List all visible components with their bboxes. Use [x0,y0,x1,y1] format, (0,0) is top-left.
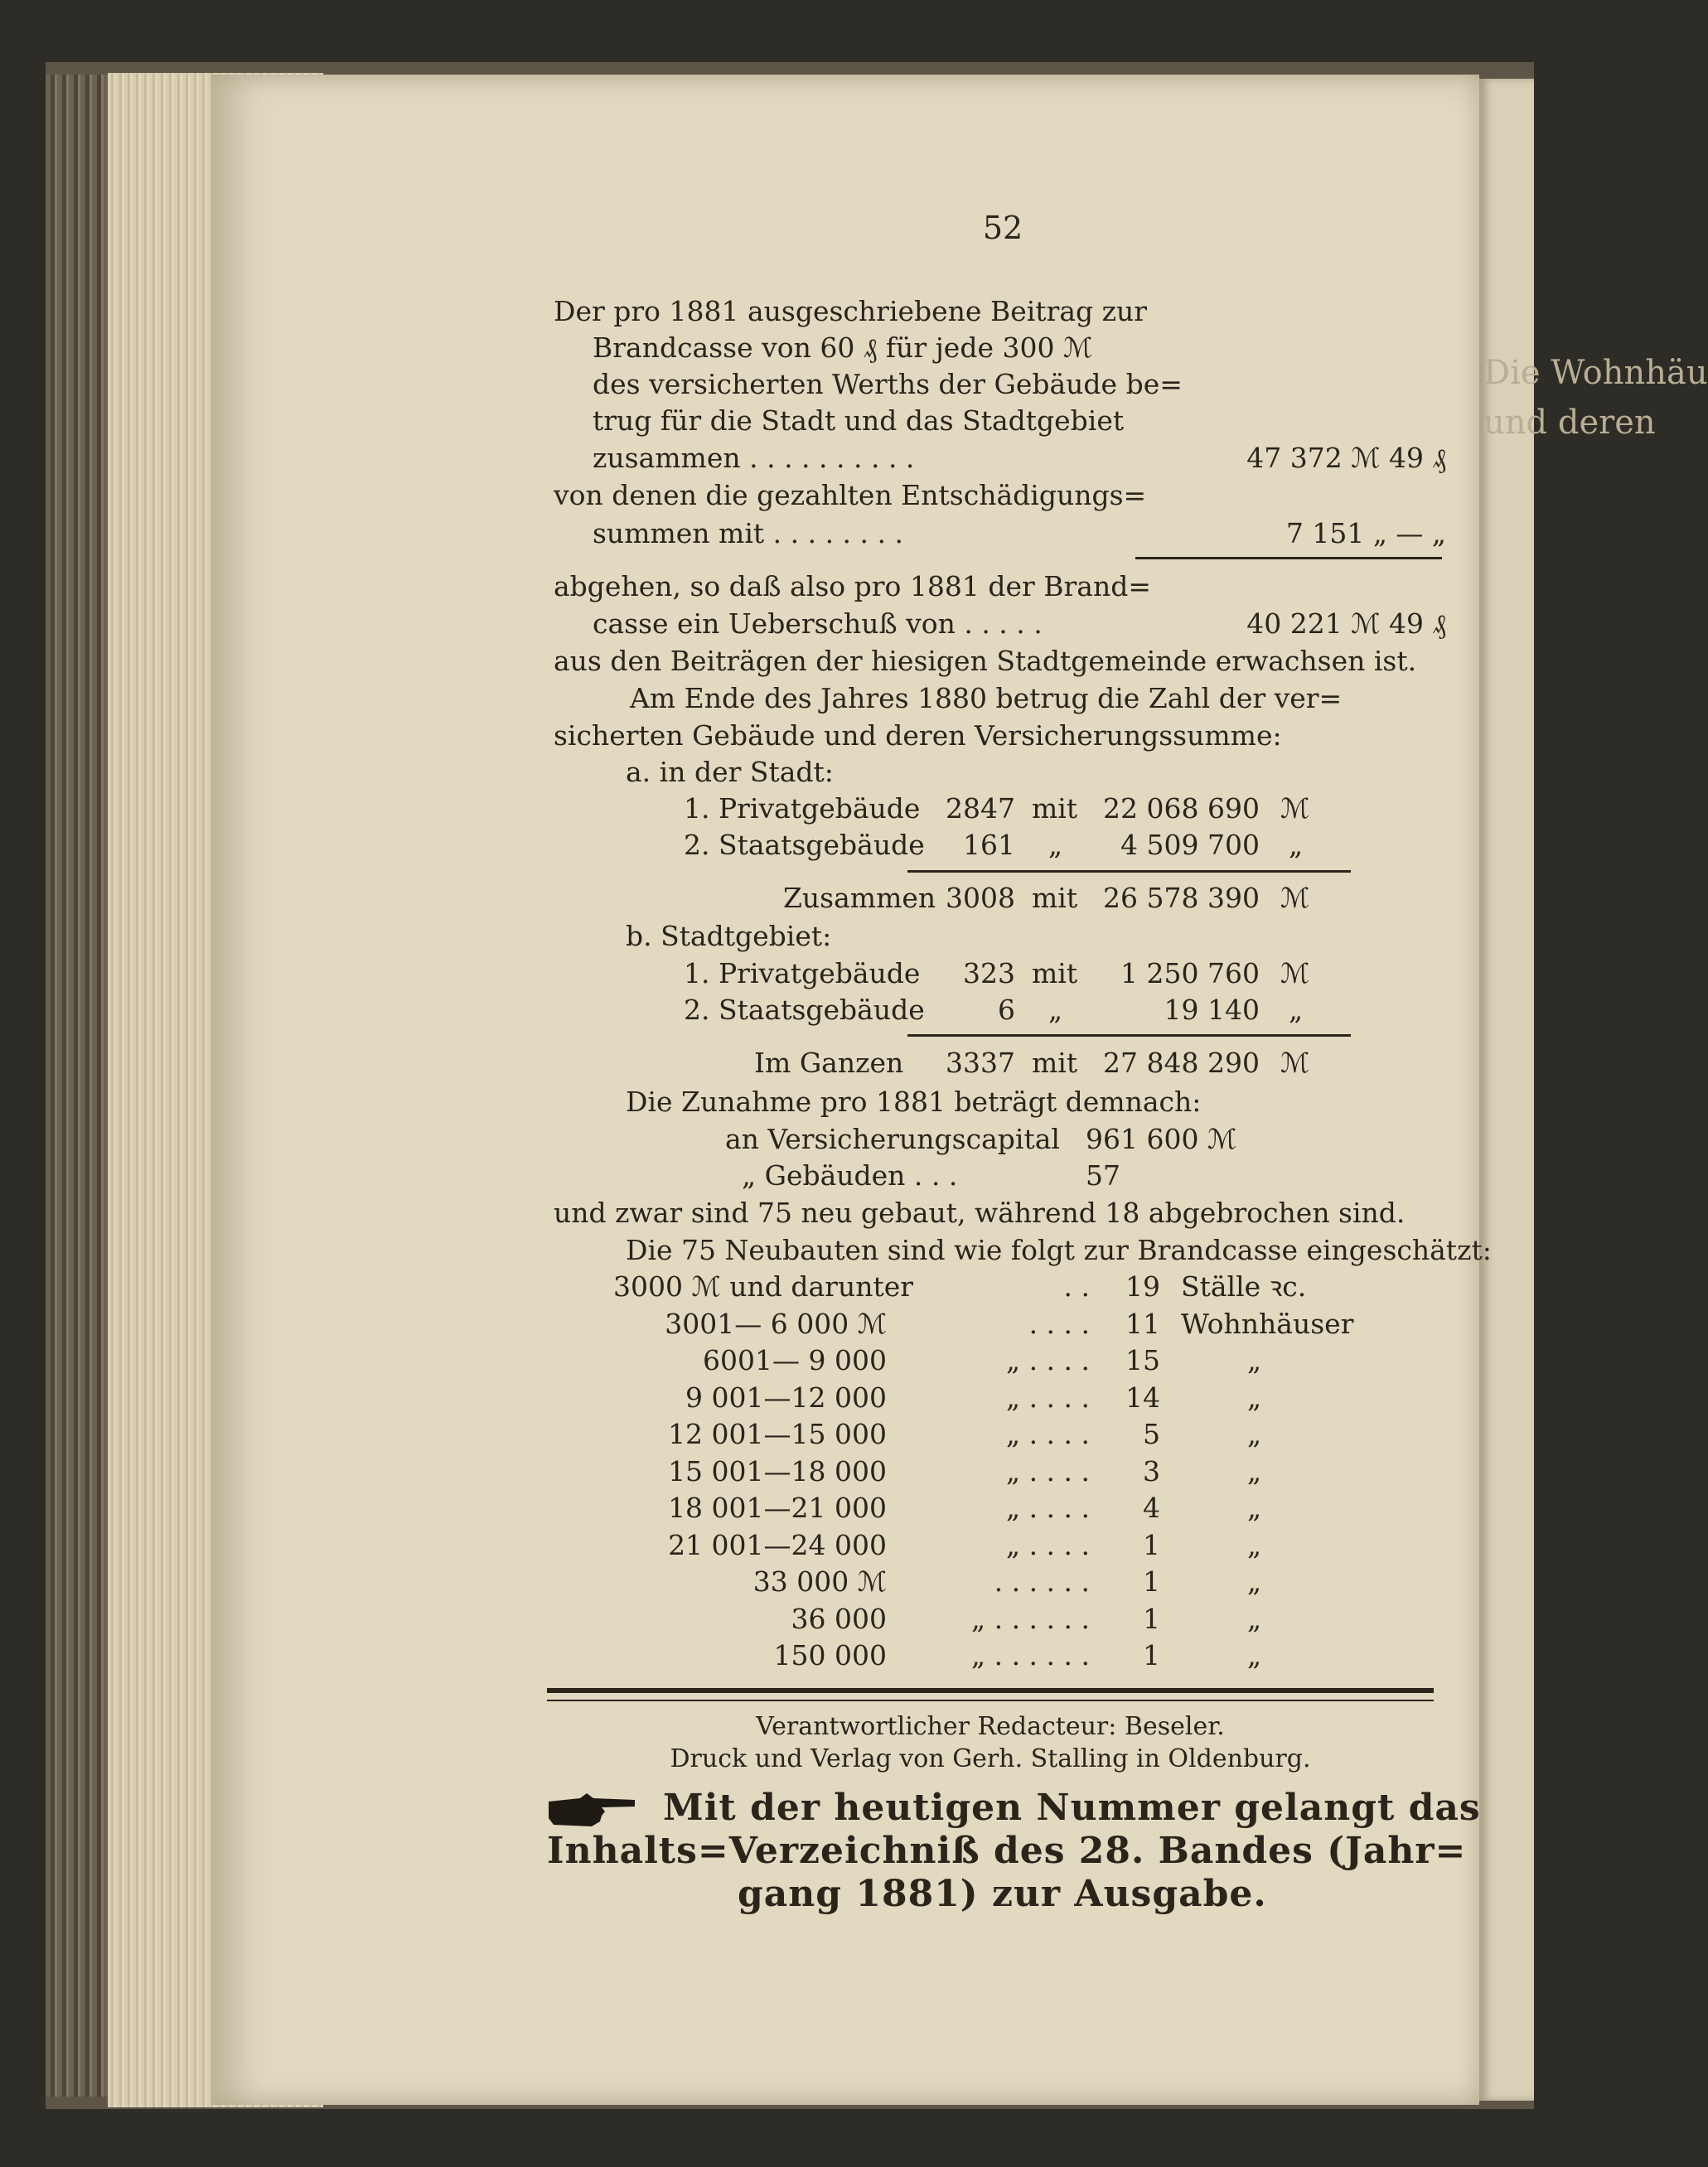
table-range: 6001— 9 000 [703,1344,887,1376]
total-sum: 27 848 290 [1103,1047,1260,1079]
row-count: 161 [963,829,1015,861]
section-heading: b. Stadtgebiet: [626,920,832,952]
table-dots: „ . . . . [1005,1492,1090,1524]
zusammen-label: zusammen . . . . . . . . . . [593,442,915,474]
table-type: „ [1247,1418,1262,1450]
text-line: Die 75 Neubauten sind wie folgt zur Brandcasse eingeschätzt: [626,1234,1492,1266]
total-label: Im Ganzen [754,1047,904,1079]
total-unit: ℳ [1280,1047,1310,1079]
table-type: Ställe ꝛc. [1181,1270,1307,1303]
total-unit: ℳ [1280,882,1310,914]
table-range: 21 001—24 000 [668,1529,887,1561]
row-count: 6 [998,994,1015,1026]
table-dots: . . [1063,1270,1090,1303]
entschaedigung-amount: 7 151 „ — „ [1285,517,1446,549]
sum-rule [1135,557,1442,559]
table-type: Wohnhäuser [1181,1308,1354,1340]
table-type: „ [1247,1639,1262,1671]
table-count: 4 [1143,1492,1160,1524]
table-type: „ [1247,1381,1262,1414]
table-range: 3001— 6 000 ℳ [665,1308,887,1340]
row-mit: „ [1048,829,1063,861]
row-mit: mit [1032,957,1078,989]
capital-value: 961 600 ℳ [1086,1123,1237,1155]
notice-line: gang 1881) zur Ausgabe. [738,1873,1267,1915]
table-count: 5 [1143,1418,1160,1450]
row-unit: ℳ [1280,957,1310,989]
table-range: 3000 ℳ und darunter [613,1270,914,1303]
table-type: „ [1247,1565,1262,1598]
sum-rule [907,1034,1351,1037]
table-range: 9 001—12 000 [685,1381,887,1414]
table-count: 19 [1125,1270,1160,1303]
row-mit: mit [1032,792,1078,825]
row-unit: ℳ [1280,792,1310,825]
total-mit: mit [1032,882,1078,914]
table-range: 33 000 ℳ [752,1565,887,1598]
table-count: 14 [1125,1381,1160,1414]
table-dots: „ . . . . [1005,1455,1090,1487]
table-dots: „ . . . . . . [971,1639,1090,1671]
book-spine [46,75,108,2097]
text-line: Brandcasse von 60 ₰ für jede 300 ℳ [593,331,1093,364]
next-page-line: und deren [1483,404,1656,442]
table-dots: „ . . . . [1005,1344,1090,1376]
row-sum: 4 509 700 [1120,829,1260,861]
zusammen-amount: 47 372 ℳ 49 ₰ [1246,442,1446,474]
table-count: 1 [1143,1603,1160,1635]
table-dots: „ . . . . [1005,1529,1090,1561]
total-count: 3008 [946,882,1015,914]
row-sum: 22 068 690 [1103,792,1260,825]
row-label: 2. Staatsgebäude [684,994,925,1026]
text-line: Die Zunahme pro 1881 beträgt demnach: [626,1086,1202,1118]
table-range: 15 001—18 000 [668,1455,887,1487]
table-type: „ [1247,1455,1262,1487]
row-sum: 1 250 760 [1120,957,1260,989]
buildings-value: 57 [1086,1159,1120,1192]
text-line: von denen die gezahlten Entschädigungs= [554,479,1147,511]
table-count: 1 [1143,1529,1160,1561]
next-page-line: Die Wohnhäu [1483,354,1708,392]
table-count: 1 [1143,1639,1160,1671]
text-line: Der pro 1881 ausgeschriebene Beitrag zur [554,295,1148,327]
table-type: „ [1247,1603,1262,1635]
table-dots: . . . . [1028,1308,1090,1340]
table-dots: „ . . . . [1005,1418,1090,1450]
text-line: aus den Beiträgen der hiesigen Stadtgemeinde erwachsen ist. [554,645,1417,677]
table-range: 12 001—15 000 [668,1418,887,1450]
table-dots: . . . . . . [994,1565,1090,1598]
pointing-hand-icon [547,1790,638,1830]
text-line: trug für die Stadt und das Stadtgebiet [593,404,1125,437]
footer-editor: Verantwortlicher Redacteur: Beseler. [756,1712,1225,1741]
table-count: 1 [1143,1565,1160,1598]
section-heading: a. in der Stadt: [626,756,834,788]
row-unit: „ [1289,994,1304,1026]
next-page-fragment [1483,348,1708,447]
text-line: Am Ende des Jahres 1880 betrug die Zahl der ver= [630,682,1343,714]
text-line: des versicherten Werths der Gebäude be= [593,368,1183,400]
table-type: „ [1247,1529,1262,1561]
table-type: „ [1247,1492,1262,1524]
table-dots: „ . . . . . . [971,1603,1090,1635]
total-count: 3337 [946,1047,1015,1079]
page-number: 52 [982,210,1023,246]
table-range: 150 000 [773,1639,887,1671]
row-label: 1. Privatgebäude [684,957,921,989]
notice-line: Inhalts=Verzeichniß des 28. Bandes (Jahr= [547,1830,1467,1872]
row-label: 1. Privatgebäude [684,792,921,825]
table-end-rule [547,1688,1434,1693]
ueberschuss-amount: 40 221 ℳ 49 ₰ [1246,607,1446,640]
row-unit: „ [1289,829,1304,861]
row-mit: „ [1048,994,1063,1026]
text-line: und zwar sind 75 neu gebaut, während 18 abgebrochen sind. [554,1197,1406,1229]
entschaedigung-label: summen mit . . . . . . . . [593,517,903,549]
table-range: 18 001—21 000 [668,1492,887,1524]
table-dots: „ . . . . [1005,1381,1090,1414]
total-sum: 26 578 390 [1103,882,1260,914]
text-line: sicherten Gebäude und deren Versicherungssumme: [554,719,1282,752]
table-count: 15 [1125,1344,1160,1376]
row-count: 323 [963,957,1015,989]
table-type: „ [1247,1344,1262,1376]
table-count: 11 [1125,1308,1160,1340]
buildings-label: „ Gebäuden . . . [742,1159,958,1192]
row-count: 2847 [946,792,1015,825]
table-count: 3 [1143,1455,1160,1487]
total-mit: mit [1032,1047,1078,1079]
table-range: 36 000 [791,1603,887,1635]
footer-printer: Druck und Verlag von Gerh. Stalling in Oldenburg. [670,1744,1311,1773]
table-end-rule [547,1700,1434,1701]
row-sum: 19 140 [1164,994,1260,1026]
notice-line: Mit der heutigen Nummer gelangt das [663,1787,1481,1829]
row-label: 2. Staatsgebäude [684,829,925,861]
ueberschuss-label: casse ein Ueberschuß von . . . . . [593,607,1043,640]
sum-rule [907,870,1351,873]
total-label: Zusammen [783,882,936,914]
text-line: abgehen, so daß also pro 1881 der Brand= [554,570,1151,602]
capital-label: an Versicherungscapital [725,1123,1060,1155]
